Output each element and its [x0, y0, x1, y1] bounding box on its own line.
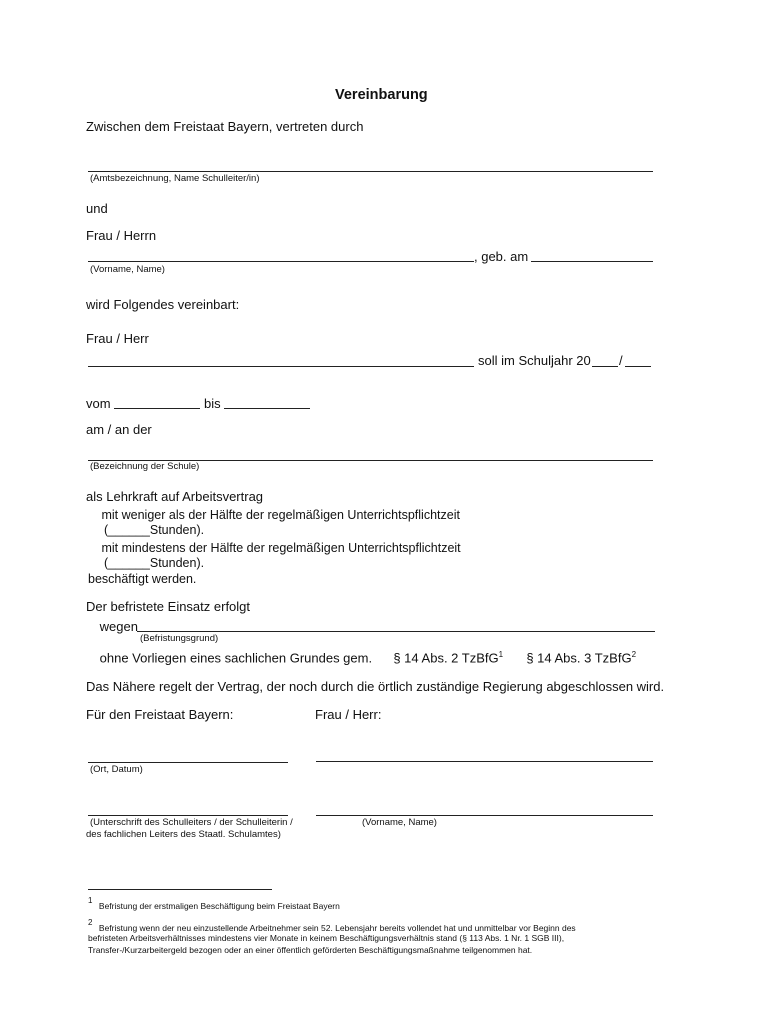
- amts-signature-line[interactable]: [88, 171, 653, 172]
- bis-label: bis: [204, 396, 221, 411]
- ort-datum-line[interactable]: [88, 762, 288, 763]
- vom-label: vom: [86, 396, 111, 411]
- wegen-label: wegen: [99, 619, 138, 634]
- am-an-der-label: am / an der: [86, 422, 152, 437]
- footnote-1-text: Befristung der erstmaligen Beschäftigung beim Freistaat Bayern: [98, 901, 340, 912]
- soll-im-schuljahr-label: soll im Schuljahr 20: [478, 353, 591, 368]
- ohne-vorliegen-text: ohne Vorliegen eines sachlichen Grundes gem.: [99, 650, 373, 666]
- schuljahr-end-line[interactable]: [625, 366, 651, 367]
- und-text: und: [86, 201, 108, 216]
- caption-bezeichnung-schule: (Bezeichnung der Schule): [90, 461, 200, 472]
- wird-folgendes-text: wird Folgendes vereinbart:: [86, 297, 240, 312]
- bis-date-line[interactable]: [224, 408, 310, 409]
- das-naehere-text: Das Nähere regelt der Vertrag, der noch durch die örtlich zuständige Regierung abgeschlossen wird.: [86, 679, 665, 694]
- intro-text: Zwischen dem Freistaat Bayern, vertreten durch: [86, 119, 364, 134]
- schuljahr-slash: /: [619, 353, 623, 368]
- option2-hours: (______Stunden).: [104, 556, 205, 570]
- frau-herr-label: Frau / Herr: [86, 331, 149, 346]
- footnote-1: [88, 896, 340, 914]
- frau-herr-ort-datum-line[interactable]: [316, 761, 653, 762]
- vom-date-line[interactable]: [114, 408, 200, 409]
- footnote-ref-1: 1: [498, 650, 504, 659]
- caption-vorname-name: (Vorname, Name): [90, 264, 165, 275]
- caption-unterschrift-line2: des fachlichen Leiters des Staatl. Schulamtes): [86, 829, 281, 840]
- frau-herr-signature-line[interactable]: [316, 815, 653, 816]
- caption-unterschrift-line1: (Unterschrift des Schulleiters / der Schulleiterin /: [90, 817, 293, 828]
- option1-text: mit weniger als der Hälfte der regelmäßigen Unterrichtspflichtzeit: [101, 508, 460, 522]
- teacher-name-line[interactable]: [88, 366, 474, 367]
- schulleiter-signature-line[interactable]: [88, 815, 288, 816]
- ohne-vorliegen-row: [86, 650, 636, 665]
- footnote-2-text-line2: befristeten Arbeitsverhältnisses mindestens vier Monate in keinem Beschäftigungsverhältnis stand (§ 113 Abs. 1 Nr. 1 SGB III),: [88, 933, 565, 943]
- als-lehrkraft-text: als Lehrkraft auf Arbeitsvertrag: [86, 489, 264, 504]
- caption-ort-datum: (Ort, Datum): [90, 764, 143, 775]
- schuljahr-start-line[interactable]: [592, 366, 618, 367]
- footnote-2-text-line3: Transfer-/Kurzarbeitergeld bezogen oder an einer öffentlich geförderten Beschäftigungsmaßnahme teilgenommen hat.: [88, 945, 533, 955]
- caption-befristungsgrund: (Befristungsgrund): [140, 633, 219, 644]
- option2-row[interactable]: [88, 541, 461, 555]
- caption-vorname-name-2: (Vorname, Name): [362, 817, 437, 828]
- name-line[interactable]: [88, 261, 474, 262]
- geb-am-label: , geb. am: [474, 249, 529, 264]
- frau-herr-colon-label: Frau / Herr:: [315, 707, 382, 722]
- footnote-2-mark: 2: [88, 918, 93, 927]
- option2-text: mit mindestens der Hälfte der regelmäßigen Unterrichtspflichtzeit: [101, 541, 461, 555]
- document-title: Vereinbarung: [335, 87, 428, 103]
- beschaeftigt-text: beschäftigt werden.: [88, 572, 197, 586]
- para-14-3-text: § 14 Abs. 3 TzBfG: [526, 650, 632, 666]
- footnote-2-text-line1: Befristung wenn der neu einzustellende Arbeitnehmer sein 52. Lebensjahr bereits vollendet hat und unmittelbar vor Beginn des: [98, 923, 576, 934]
- befristete-einsatz-text: Der befristete Einsatz erfolgt: [86, 599, 251, 614]
- footnote-ref-2: 2: [631, 650, 637, 659]
- option1-row[interactable]: [88, 508, 460, 522]
- birthdate-line[interactable]: [531, 261, 653, 262]
- caption-amtsbezeichnung: (Amtsbezeichnung, Name Schulleiter/in): [90, 173, 260, 184]
- frau-herrn-label: Frau / Herrn: [86, 228, 157, 243]
- befristungsgrund-line[interactable]: [137, 631, 655, 632]
- footnote-divider: [88, 889, 272, 890]
- para-14-2-text: § 14 Abs. 2 TzBfG: [393, 650, 499, 666]
- footnote-1-mark: 1: [88, 896, 93, 905]
- wegen-row[interactable]: [86, 619, 138, 634]
- fuer-freistaat-label: Für den Freistaat Bayern:: [86, 707, 234, 722]
- option1-hours: (______Stunden).: [104, 523, 205, 537]
